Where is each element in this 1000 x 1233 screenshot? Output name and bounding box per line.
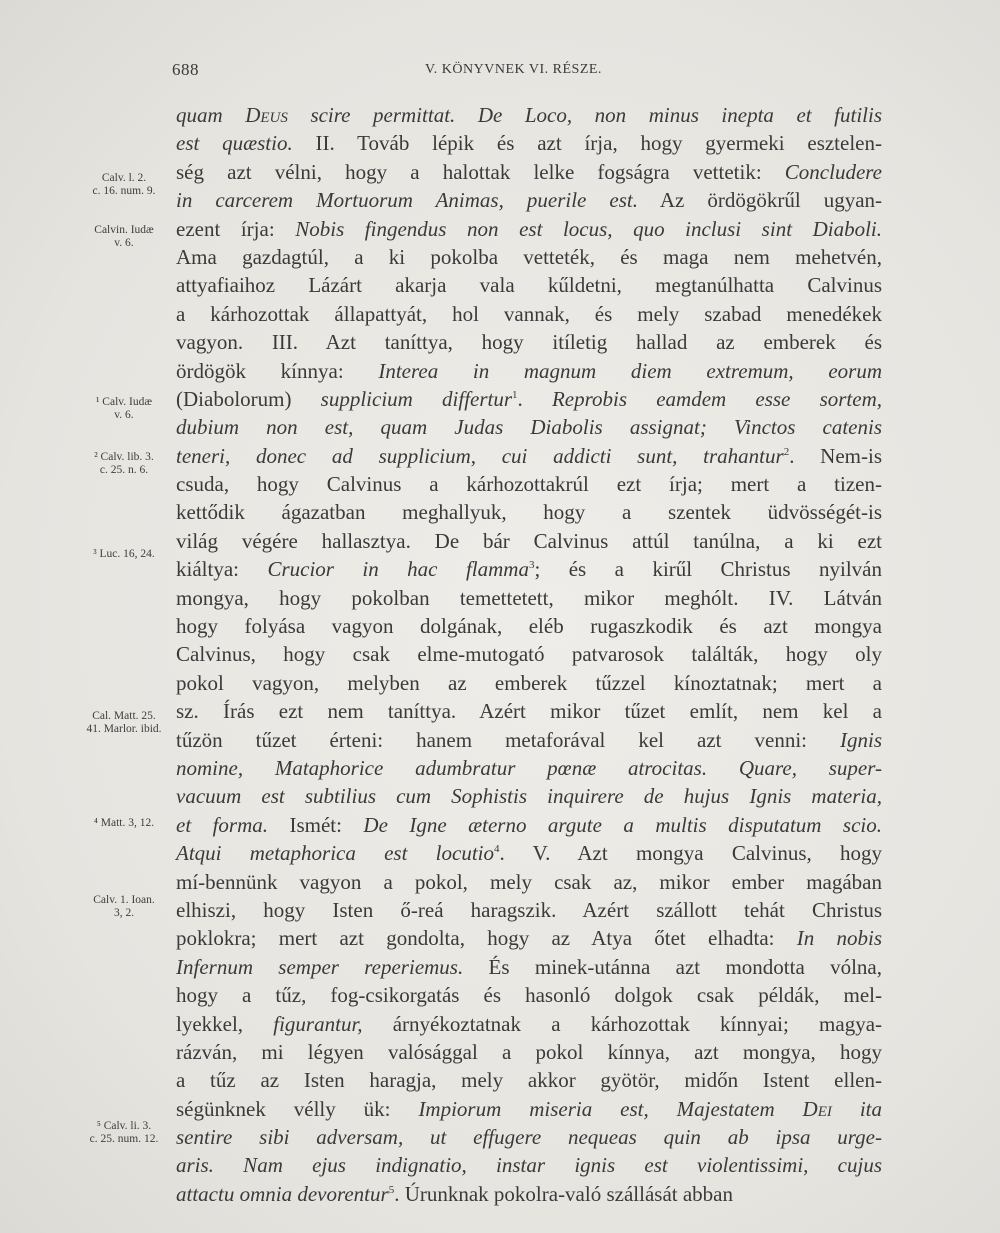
text-line: nomine, Mataphorice adumbratur pœnæ atrocitas. Quare, super- [176, 755, 882, 780]
running-head: V. KÖNYVNEK VI. RÉSZE. [425, 62, 602, 77]
text-line: sz. Írás ezt nem taníttya. Azért mikor tűzet említ, nem kel a [176, 699, 882, 724]
text-line: kiáltya: Crucior in hac flamma$^3$; és a kirűl Christus nyilván [176, 557, 882, 582]
text-line: a kárhozottak állapattyát, hol vannak, és mely szabad menedékek [176, 301, 882, 326]
margin-note: Calv. l. 2. c. 16. num. 9. [92, 172, 156, 197]
text-line: elhiszi, hogy Isten ő-reá haragszik. Azért szállott tehát Christus [176, 897, 882, 922]
margin-note: ³ Luc. 16, 24. [93, 548, 155, 560]
text-line: ségünknek vélly ük: Impiorum miseria est, Majestatem Dei ita [176, 1096, 882, 1121]
text-line: teneri, donec ad supplicium, cui addicti sunt, trahantur$^2$. Nem-is [176, 443, 882, 468]
text-line: in carcerem Mortuorum Animas, puerile est. Az ördögökrűl ugyan- [176, 188, 883, 213]
margin-note: Cal. Matt. 25. 41. Marlor. ibid. [86, 710, 162, 735]
text-line: kettődik ágazatban meghallyuk, hogy a szentek üdvösségét-is [176, 500, 882, 525]
margin-note: Calvin. Iudæ v. 6. [94, 224, 154, 249]
margin-note: ¹ Calv. Iudæ v. 6. [95, 396, 153, 421]
text-line: hogy a tűz, fog-csikorgatás és hasonló dolgok csak példák, mel- [176, 983, 882, 1008]
body-text [176, 101, 882, 1208]
text-line: lyekkel, figurantur, árnyékoztatnak a kárhozottak kínnyai; magya- [176, 1011, 883, 1036]
text-line: dubium non est, quam Judas Diabolis assignat; Vinctos catenis [176, 415, 882, 440]
text-line: a tűz az Isten haragja, mely akkor gyötör, midőn Istent ellen- [176, 1068, 882, 1093]
text-line: világ végére hallasztya. De bár Calvinus attúl tanúlna, a ki ezt [176, 528, 882, 553]
text-line: pokol vagyon, melyben az emberek tűzzel kínoztatnak; mert a [176, 670, 882, 695]
text-line: sentire sibi adversam, ut effugere nequeas quin ab ipsa urge- [176, 1125, 882, 1150]
text-line: Ama gazdagtúl, a ki pokolba vetteték, és maga nem mehetvén, [176, 244, 882, 269]
text-line: ség azt vélni, hogy a halottak lelke fogságra vettetik: Concludere [176, 159, 882, 184]
text-line: mongya, hogy pokolban temettetett, mikor meghólt. IV. Látván [176, 585, 882, 610]
text-line: rázván, mi légyen valósággal a pokol kínnya, azt mongya, hogy [176, 1039, 882, 1064]
text-line: aris. Nam ejus indignatio, instar ignis est violentissimi, cujus [176, 1153, 882, 1178]
text-line: Infernum semper reperiemus. És minek-utánna azt mondotta vólna, [176, 954, 882, 979]
text-line: et forma. Ismét: De Igne æterno argute a multis disputatum scio. [176, 812, 882, 837]
text-line: Atqui metaphorica est locutio$^4$. V. Azt mongya Calvinus, hogy [176, 841, 882, 866]
text-line: est quæstio. II. Továb lépik és azt írja, hogy gyermeki esztelen- [176, 131, 882, 156]
text-line: poklokra; mert azt gondolta, hogy az Atya őtet elhadta: In nobis [176, 926, 882, 951]
text-line: (Diabolorum) supplicium differtur$^1$. Reprobis eamdem esse sortem, [176, 386, 882, 411]
text-line: csuda, hogy Calvinus a kárhozottakrúl ezt írja; mert a tizen- [176, 472, 882, 497]
text-line: vagyon. III. Azt taníttya, hogy itíletig hallad az emberek és [176, 330, 882, 355]
page-number: 688 [172, 60, 199, 79]
text-line: quam Deus scire permittat. De Loco, non minus inepta et futilis [176, 103, 882, 127]
margin-note: ² Calv. lib. 3. c. 25. n. 6. [94, 451, 154, 476]
margin-note: ⁵ Calv. li. 3. c. 25. num. 12. [89, 1120, 159, 1145]
text-line: ezent írja: Nobis fingendus non est locus, quo inclusi sint Diaboli. [176, 216, 882, 241]
text-line: hogy folyása vagyon dolgának, eléb rugaszkodik és azt mongya [176, 614, 882, 639]
margin-notes [0, 0, 176, 1233]
text-line: attyafiaihoz Lázárt akarja vala kűldetni, megtanúlhatta Calvinus [176, 273, 882, 298]
text-line: mí-bennünk vagyon a pokol, mely csak az, mikor ember magában [176, 869, 882, 894]
text-line: Calvinus, hogy csak elme-mutogató patvarosok találták, hogy oly [176, 642, 882, 667]
text-line: ördögök kínnya: Interea in magnum diem extremum, eorum [176, 358, 883, 383]
text-line: attactu omnia devorentur$^5$. Úrunknak pokolra-való szállását abban [176, 1181, 733, 1206]
margin-note: Calv. 1. Ioan. 3, 2. [93, 894, 155, 919]
text-line: vacuum est subtilius cum Sophistis inquirere de hujus Ignis materia, [176, 784, 882, 809]
text-line: tűzön tűzet érteni: hanem metaforával kel azt venni: Ignis [176, 727, 882, 752]
margin-note: ⁴ Matt. 3, 12. [93, 817, 155, 829]
